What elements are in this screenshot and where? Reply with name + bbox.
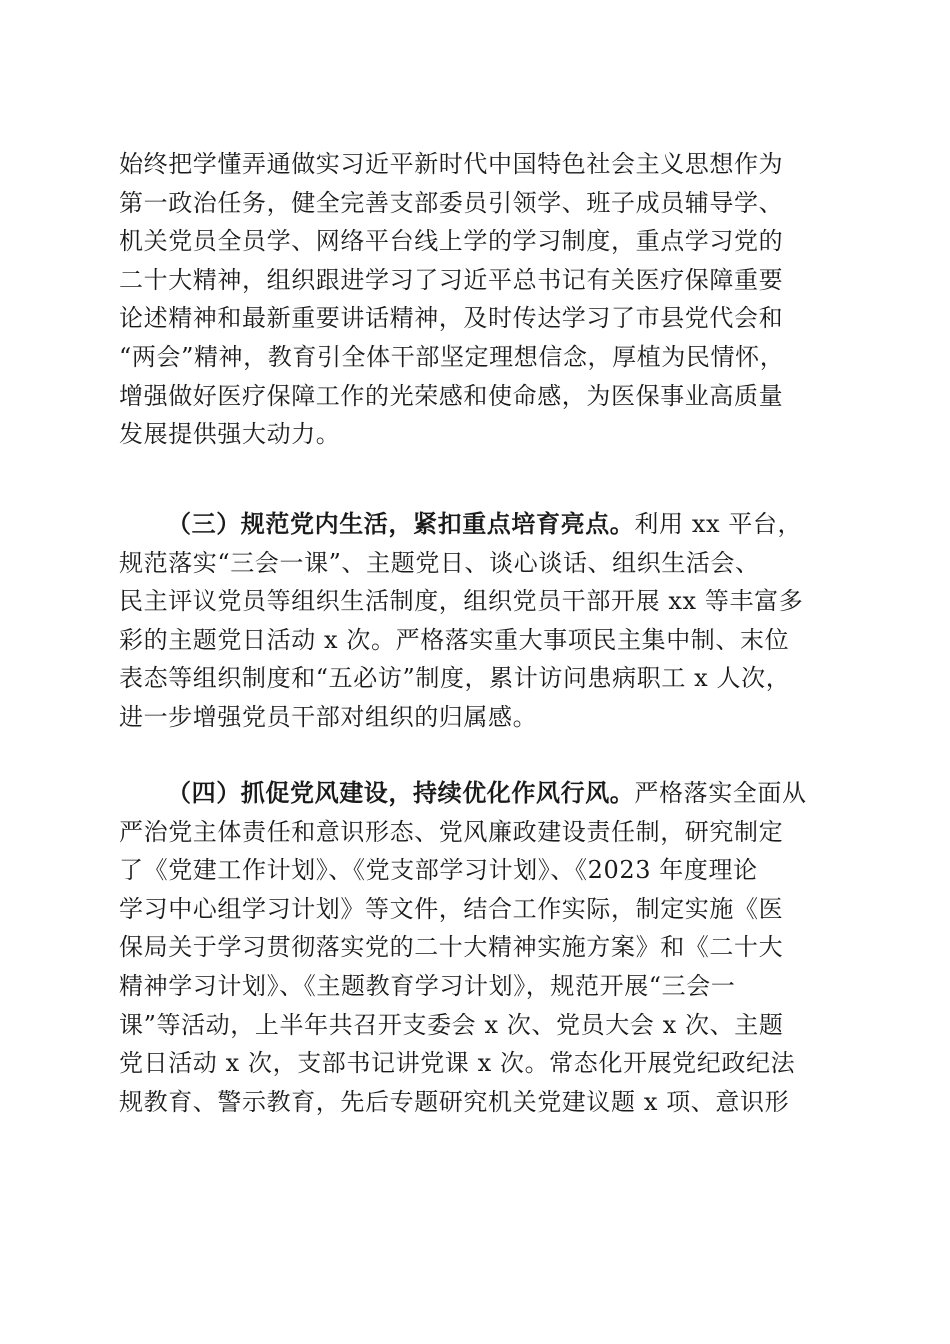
text-line: 第一政治任务，健全完善支部委员引领学、班子成员辅导学、 bbox=[119, 188, 784, 217]
text-line: 发展提供强大动力。 bbox=[119, 420, 341, 449]
text-line: 了《党建工作计划》、《党支部学习计划》、《2023 年度理论 bbox=[119, 856, 758, 885]
text-line: 精神学习计划》、《主题教育学习计划》，规范开展“三会一 bbox=[119, 971, 736, 1000]
text-line: 课”等活动，上半年共召开支委会 x 次、党员大会 x 次、主题 bbox=[119, 1010, 784, 1039]
paragraph-first-line bbox=[119, 774, 831, 813]
paragraph-party-life bbox=[119, 505, 831, 737]
text-line: 进一步增强党员干部对组织的归属感。 bbox=[119, 702, 538, 731]
text-line: 表态等组织制度和“五必访”制度，累计访问患病职工 x 人次， bbox=[119, 664, 791, 693]
section-heading-3: （三）规范党内生活，紧扣重点培育亮点。 bbox=[167, 509, 635, 538]
text-line: 严治党主体责任和意识形态、党风廉政建设责任制，研究制定 bbox=[119, 817, 784, 846]
text-line: 二十大精神，组织跟进学习了习近平总书记有关医疗保障重要 bbox=[119, 265, 784, 294]
text-line: 彩的主题党日活动 x 次。严格落实重大事项民主集中制、末位 bbox=[119, 625, 790, 654]
paragraph-first-line bbox=[119, 505, 831, 544]
paragraph-party-conduct bbox=[119, 774, 831, 1121]
paragraph-study-system bbox=[119, 145, 831, 454]
text-line: 始终把学懂弄通做实习近平新时代中国特色社会主义思想作为 bbox=[119, 150, 784, 178]
text-fragment: 利用 xx 平台， bbox=[634, 510, 803, 538]
text-line: 论述精神和最新重要讲话精神，及时传达学习了市县党代会和 bbox=[119, 304, 784, 333]
text-line: 党日活动 x 次，支部书记讲党课 x 次。常态化开展党纪政纪法 bbox=[119, 1049, 796, 1078]
text-line: 民主评议党员等组织生活制度，组织党员干部开展 xx 等丰富多 bbox=[119, 587, 804, 616]
text-line: 机关党员全员学、网络平台线上学的学习制度，重点学习党的 bbox=[119, 227, 784, 256]
text-fragment: 严格落实全面从 bbox=[634, 779, 807, 807]
text-line: 增强做好医疗保障工作的光荣感和使命感，为医保事业高质量 bbox=[119, 381, 784, 410]
text-line: 学习中心组学习计划》等文件，结合工作实际，制定实施《医 bbox=[119, 894, 784, 923]
text-line: 保局关于学习贯彻落实党的二十大精神实施方案》和《二十大 bbox=[119, 933, 784, 962]
section-heading-4: （四）抓促党风建设，持续优化作风行风。 bbox=[167, 778, 635, 807]
text-line: 规教育、警示教育，先后专题研究机关党建议题 x 项、意识形 bbox=[119, 1087, 790, 1116]
text-line: 规范落实“三会一课”、主题党日、谈心谈话、组织生活会、 bbox=[119, 548, 760, 577]
text-line: “两会”精神，教育引全体干部坚定理想信念，厚植为民情怀， bbox=[119, 342, 785, 371]
